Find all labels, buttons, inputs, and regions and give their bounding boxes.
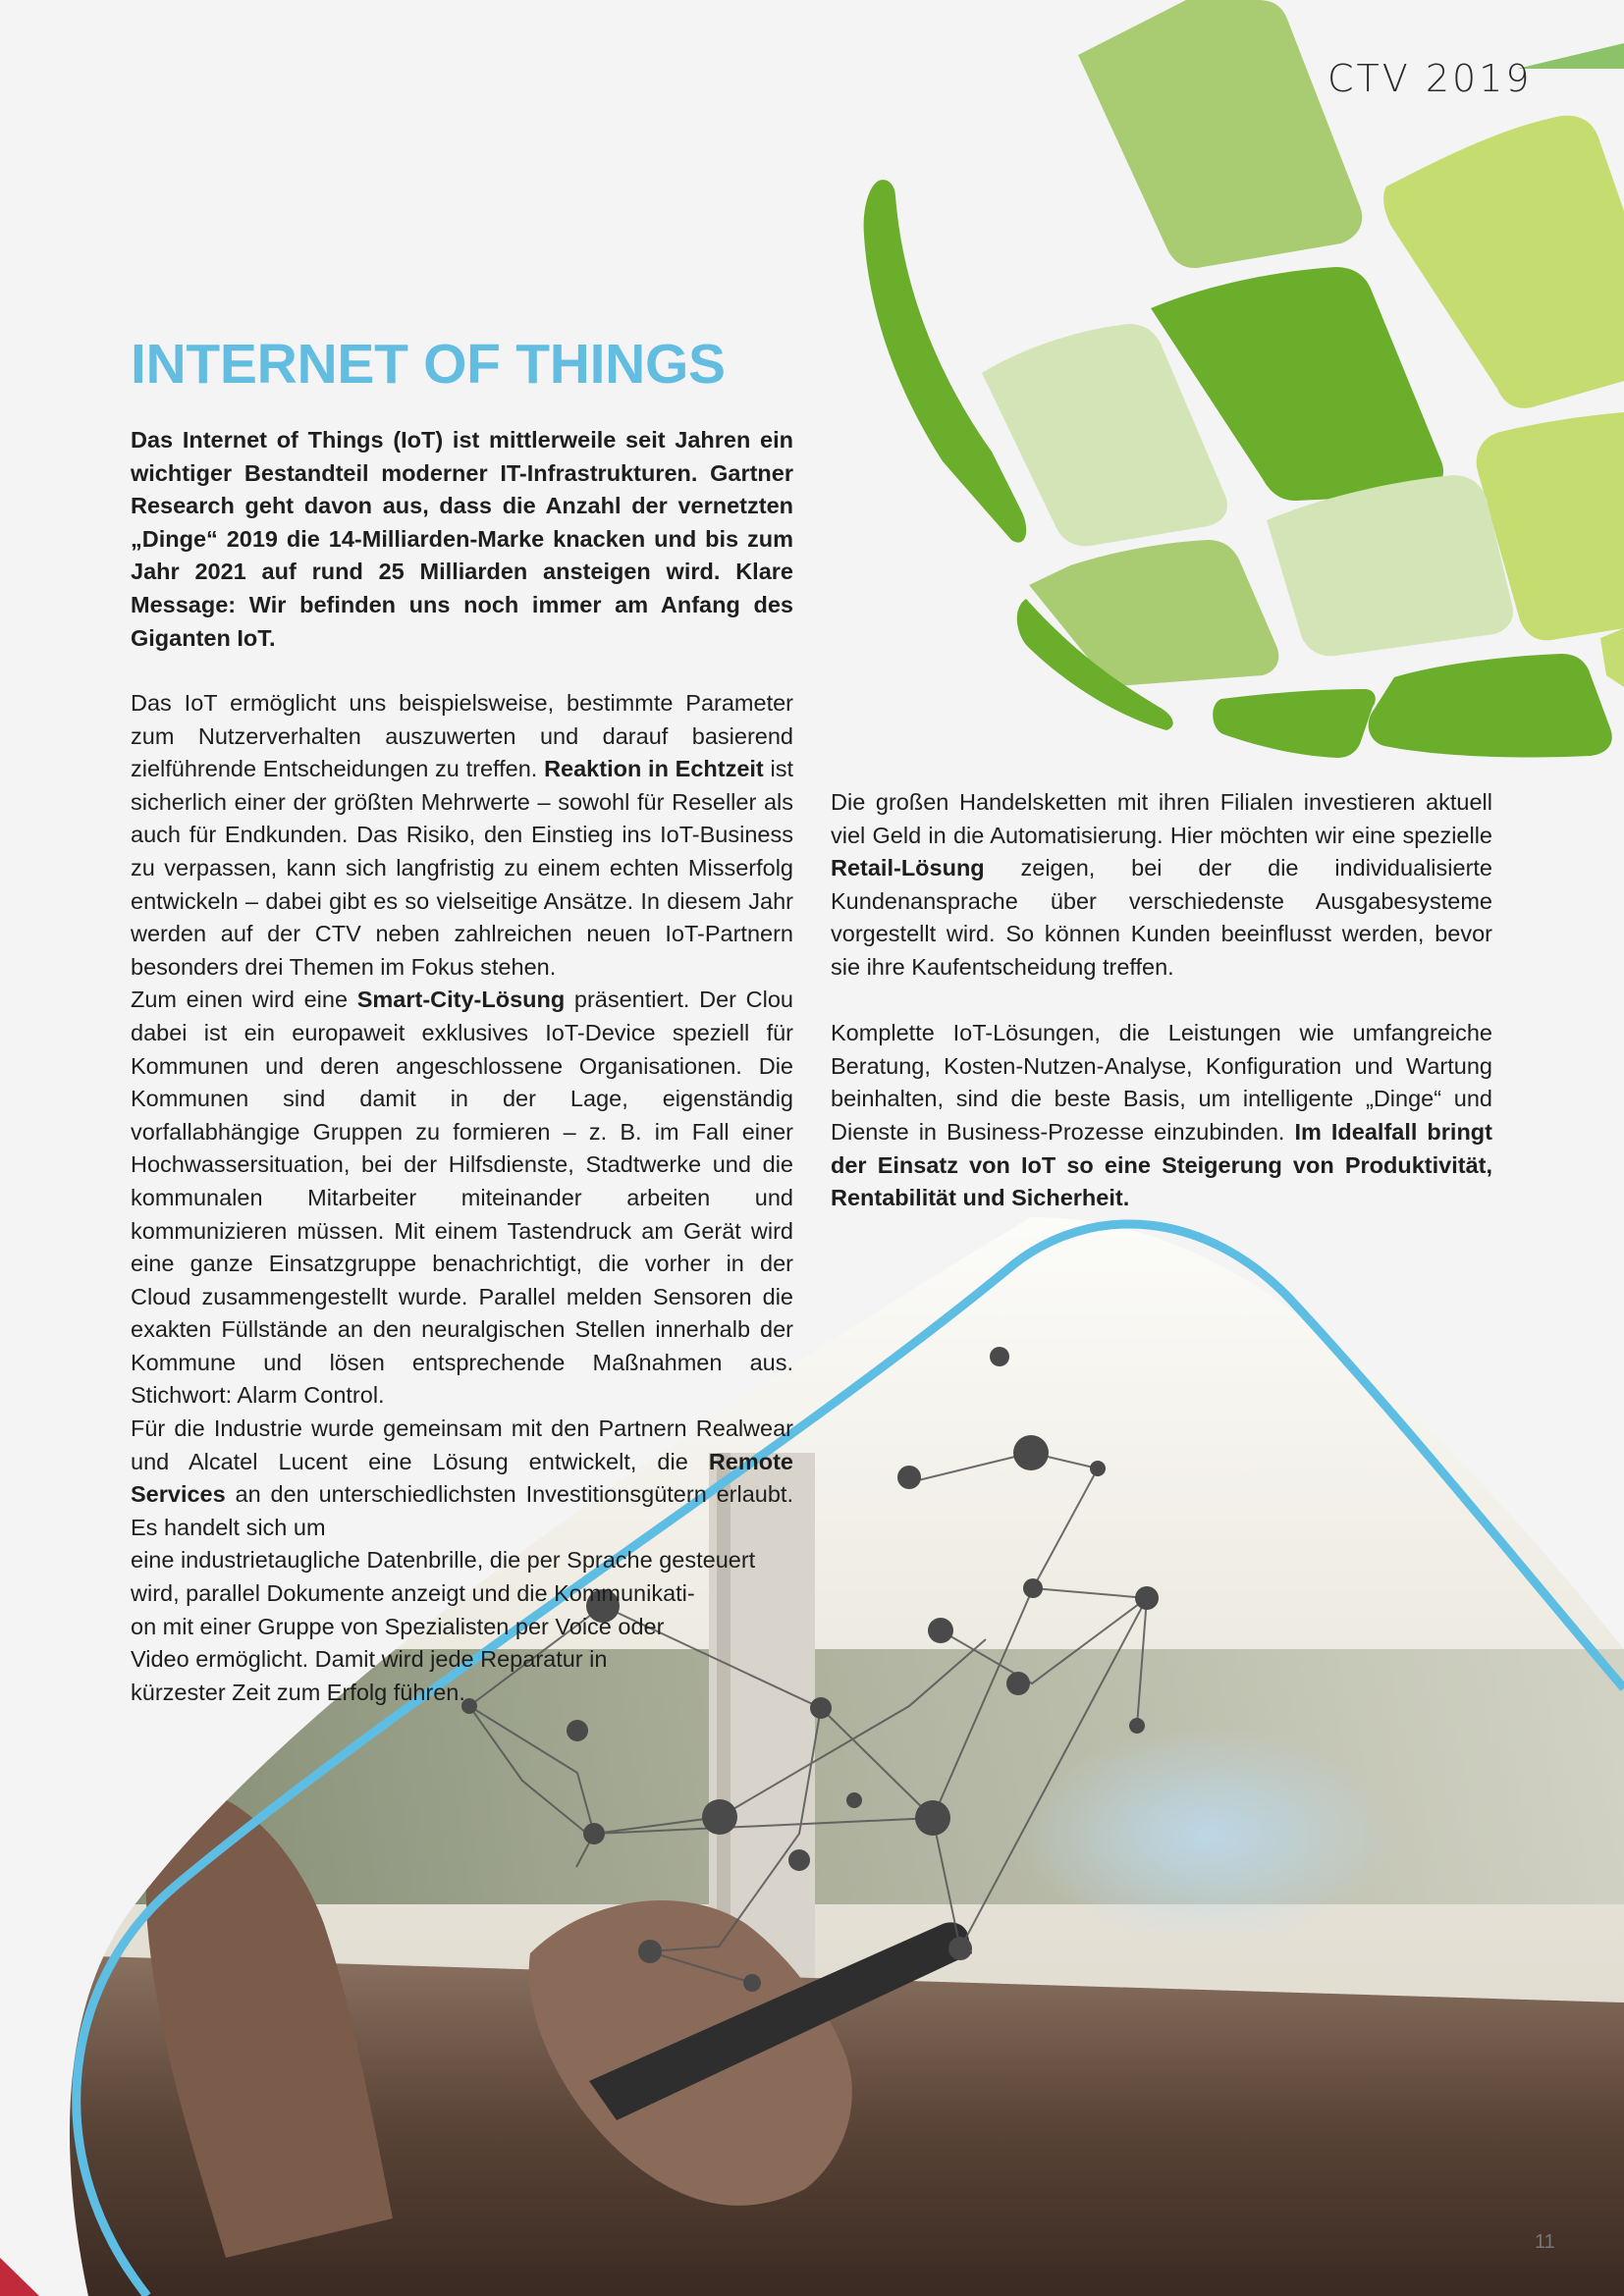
r1-text: Die großen Handelsketten mit ihren Filialen investieren aktuell viel Geld in die Automatisierung. Hier möchten wir eine spezielle xyxy=(831,789,1492,848)
p3-line: eine industrietaugliche Datenbrille, die per Sprache gesteuert xyxy=(131,1547,756,1574)
solutions-paragraph xyxy=(831,1017,1492,1215)
r1-text-cont: zeigen, bei der die individualisierte Kundenansprache über verschiedenste Ausgabesysteme vorgestellt wird. So können Kunden beeinflusst werden, bevor sie ihre Kaufentscheidung treffen. xyxy=(831,855,1492,980)
paragraph-3 xyxy=(131,1413,793,1544)
right-column xyxy=(831,786,1492,1215)
p1-text-cont: ist sicherlich einer der größten Mehrwerte – sowohl für Reseller als auch für Endkunden. Das Risiko, den Einstieg ins IoT-Business zu verpassen, kann sich langfristig zu einem echten Misserfolg entwickeln – dabei gibt es so vielseitige Ansätze. In diesem Jahr werden auf der CTV neben zahlreichen neuen IoT-Partnern besonders drei Themen im Fokus stehen. xyxy=(131,756,793,980)
paragraph-1 xyxy=(131,687,793,984)
p3-text: Für die Industrie wurde gemeinsam mit den Partnern Realwear und Alcatel Lucent eine Lösung entwickelt, die xyxy=(131,1415,793,1474)
r2-highlight: Im Idealfall bringt der Einsatz von IoT so eine Steigerung von Produktivität, Rentabilität und Sicherheit. xyxy=(831,1118,1492,1211)
paragraph-gap xyxy=(831,985,1492,1018)
retail-paragraph xyxy=(831,786,1492,985)
lead-paragraph: Das Internet of Things (IoT) ist mittlerweile seit Jahren ein wichtiger Bestandteil moderner IT-Infrastrukturen. Gartner Research geht davon aus, dass die Anzahl der vernetzten „Dinge“ 2019 die 14-Milliarden-Marke knacken und bis zum Jahr 2021 auf rund 25 Milliarden ansteigen wird. Klare Message: Wir befinden uns noch immer am Anfang des Giganten IoT. xyxy=(131,427,793,651)
article-lead xyxy=(131,424,793,655)
green-tile-sphere xyxy=(864,0,1624,758)
p2-text: Zum einen wird eine xyxy=(131,987,357,1013)
p3-highlight: Remote Services xyxy=(131,1448,793,1508)
r1-highlight: Retail-Lösung xyxy=(831,855,985,881)
p3-line: on mit einer Gruppe von Spezialisten per Voice oder xyxy=(131,1613,665,1639)
p3-text-cont: an den unterschiedlichsten Investitionsgütern erlaubt. Es handelt sich um xyxy=(131,1481,793,1540)
p1-text: Das IoT ermöglicht uns beispielsweise, bestimmte Parameter zum Nutzerverhalten auszuwerten und darauf basierend zielführende Entscheidungen zu treffen. xyxy=(131,690,793,782)
magazine-header-label: CTV 2019 xyxy=(1327,57,1533,100)
p1-highlight: Reaktion in Echtzeit xyxy=(544,756,764,782)
p3-line: Video ermöglicht. Damit wird jede Reparatur in xyxy=(131,1646,608,1673)
left-column xyxy=(131,687,793,1709)
paragraph-2 xyxy=(131,984,793,1413)
p3-line: wird, parallel Dokumente anzeigt und die Kommunikati- xyxy=(131,1580,695,1607)
p3-line: kürzester Zeit zum Erfolg führen. xyxy=(131,1679,465,1705)
r2-text: Komplette IoT-Lösungen, die Leistungen wie umfangreiche Beratung, Kosten-Nutzen-Analyse, Konfiguration und Wartung beinhalten, sind die beste Basis, um intelligente „Dinge“ und Dienste in Business-Prozesse einzubinden. xyxy=(831,1020,1492,1145)
p2-highlight: Smart-City-Lösung xyxy=(356,987,566,1013)
page-number: 11 xyxy=(1535,2231,1555,2253)
p2-text-cont: präsentiert. Der Clou dabei ist ein europaweit exklusives IoT-Device speziell für Kommunen und deren angeschlossene Organisationen. Die Kommunen sind damit in der Lage, eigenständig vorfallabhängige Gruppen zu formieren – z. B. im Fall einer Hochwassersituation, bei der Hilfsdienste, Stadtwerke und die kommunalen Mitarbeiter miteinander arbeiten und kommunizieren müssen. Mit einem Tastendruck am Gerät wird eine ganze Einsatzgruppe benachrichtigt, die vorher in der Cloud zusammengestellt wurde. Parallel melden Sensoren die exakten Füllstände an den neuralgischen Stellen innerhalb der Kommune und lösen entsprechende Maßnahmen aus. Stichwort: Alarm Control. xyxy=(131,987,793,1409)
article-title: INTERNET OF THINGS xyxy=(131,333,726,396)
